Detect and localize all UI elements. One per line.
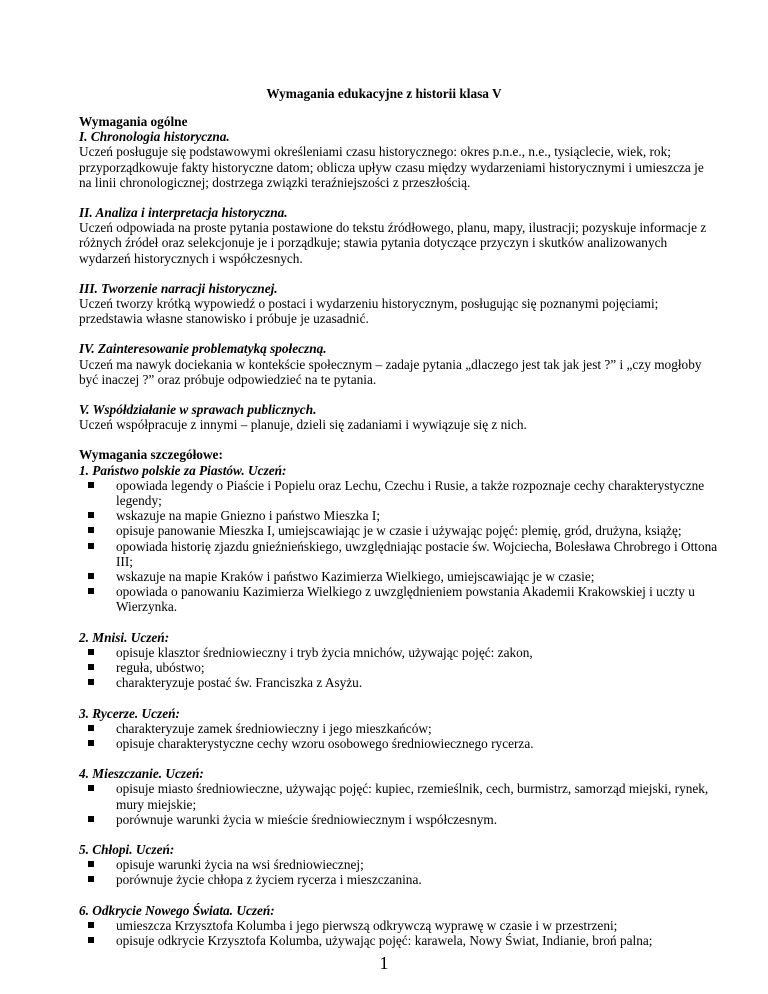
list-item bbox=[79, 645, 719, 660]
topic-section bbox=[79, 842, 719, 888]
bullet-square-icon bbox=[88, 922, 94, 928]
section-heading: II. Analiza i interpretacja historyczna. bbox=[79, 205, 288, 221]
section-heading: I. Chronologia historyczna. bbox=[79, 129, 230, 145]
bullet-square-icon bbox=[88, 512, 94, 518]
topic-list bbox=[79, 857, 719, 887]
list-item bbox=[79, 660, 719, 675]
bullet-square-icon bbox=[88, 649, 94, 655]
list-item-text: opisuje odkrycie Krzysztofa Kolumba, używając pojęć: karawela, Nowy Świat, Indianie, broń palna; bbox=[116, 932, 653, 948]
general-section bbox=[79, 129, 719, 190]
bullet-square-icon bbox=[88, 527, 94, 533]
topic-list bbox=[79, 478, 719, 615]
section-text: Uczeń odpowiada na proste pytania postawione do tekstu źródłowego, planu, mapy, ilustracji; pozyskuje informacje z różnych źródeł oraz selekcjonuje je i porządkuje; stawia pytania dotyczące przyczyn i skutków analizowanych wydarzeń historycznych i współczesnych. bbox=[79, 220, 707, 266]
list-item bbox=[79, 781, 719, 811]
list-item-text: wskazuje na mapie Gniezno i państwo Mieszka I; bbox=[116, 508, 381, 524]
topic-heading: 6. Odkrycie Nowego Świata. Uczeń: bbox=[79, 902, 275, 918]
list-item-text: reguła, ubóstwo; bbox=[116, 660, 205, 676]
page-title: Wymagania edukacyjne z historii klasa V bbox=[266, 86, 502, 101]
general-section bbox=[79, 205, 719, 266]
section-heading: III. Tworzenie narracji historycznej. bbox=[79, 280, 278, 296]
list-item-text: opisuje charakterystyczne cechy wzoru osobowego średniowiecznego rycerza. bbox=[116, 735, 534, 751]
section-heading: V. Współdziałanie w sprawach publicznych. bbox=[79, 402, 317, 418]
document-body bbox=[79, 114, 719, 948]
section-text: Uczeń posługuje się podstawowymi określeniami czasu historycznego: okres p.n.e., n.e., tysiąclecie, wiek, rok; przyporządkowuje fakty historyczne datom; oblicza upływ czasu między wydarzeniami historycznymi i umieszcza je na linii chronologicznej; dostrzega związki teraźniejszości z przeszłością. bbox=[79, 144, 704, 190]
topic-heading: 5. Chłopi. Uczeń: bbox=[79, 841, 175, 857]
list-item bbox=[79, 569, 719, 584]
bullet-square-icon bbox=[88, 543, 94, 549]
section-text: Uczeń współpracuje z innymi – planuje, dzieli się zadaniami i wywiązuje się z nich. bbox=[79, 417, 527, 433]
topic-list bbox=[79, 918, 719, 948]
list-item bbox=[79, 933, 719, 948]
list-item-text: porównuje życie chłopa z życiem rycerza i mieszczanina. bbox=[116, 872, 422, 888]
list-item-text: charakteryzuje postać św. Franciszka z Asyżu. bbox=[116, 675, 363, 691]
topic-heading: 1. Państwo polskie za Piastów. Uczeń: bbox=[79, 462, 287, 478]
list-item-text: opisuje warunki życia na wsi średniowiecznej; bbox=[116, 857, 364, 873]
topic-section bbox=[79, 630, 719, 691]
topic-heading: 4. Mieszczanie. Uczeń: bbox=[79, 766, 204, 782]
bullet-square-icon bbox=[88, 679, 94, 685]
list-item bbox=[79, 478, 719, 508]
topic-heading: 2. Mnisi. Uczeń: bbox=[79, 629, 170, 645]
list-item bbox=[79, 857, 719, 872]
topic-section bbox=[79, 463, 719, 615]
bullet-square-icon bbox=[88, 664, 94, 670]
bullet-square-icon bbox=[88, 725, 94, 731]
list-item-text: porównuje warunki życia w mieście średniowiecznym i współczesnym. bbox=[116, 811, 498, 827]
bullet-square-icon bbox=[88, 816, 94, 822]
topic-heading: 3. Rycerze. Uczeń: bbox=[79, 705, 180, 721]
list-item bbox=[79, 539, 719, 569]
list-item bbox=[79, 812, 719, 827]
bullet-square-icon bbox=[88, 588, 94, 594]
topic-list bbox=[79, 645, 719, 691]
bullet-square-icon bbox=[88, 876, 94, 882]
general-section bbox=[79, 402, 719, 432]
bullet-square-icon bbox=[88, 573, 94, 579]
list-item bbox=[79, 736, 719, 751]
list-item bbox=[79, 584, 719, 614]
list-item-text: charakteryzuje zamek średniowieczny i jego mieszkańców; bbox=[116, 720, 432, 736]
list-item-text: opowiada historię zjazdu gnieźnieńskiego, uwzględniając postacie św. Wojciecha, Bolesława Chrobrego i Ottona III; bbox=[116, 538, 718, 569]
list-item bbox=[79, 721, 719, 736]
bullet-square-icon bbox=[88, 740, 94, 746]
section-text: Uczeń ma nawyk dociekania w kontekście społecznym – zadaje pytania „dlaczego jest tak jak jest ?” i „czy mogłoby być inaczej ?” oraz próbuje odpowiedzieć na te pytania. bbox=[79, 356, 702, 387]
bullet-square-icon bbox=[88, 937, 94, 943]
topic-section bbox=[79, 766, 719, 827]
topic-list bbox=[79, 781, 719, 827]
bullet-square-icon bbox=[88, 482, 94, 488]
topic-list bbox=[79, 721, 719, 751]
list-item-text: opowiada o panowaniu Kazimierza Wielkiego z uwzględnieniem powstania Akademii Krakowskiej i uczty u Wierzynka. bbox=[116, 584, 695, 615]
list-item-text: opowiada legendy o Piaście i Popielu oraz Lechu, Czechu i Rusie, a także rozpoznaje cechy charakterystyczne legendy; bbox=[116, 477, 705, 509]
list-item-text: wskazuje na mapie Kraków i państwo Kazimierza Wielkiego, umiejscawiając je w czasie; bbox=[116, 569, 595, 585]
general-section bbox=[79, 341, 719, 387]
list-item bbox=[79, 523, 719, 538]
general-section bbox=[79, 281, 719, 327]
bullet-square-icon bbox=[88, 785, 94, 791]
list-item bbox=[79, 508, 719, 523]
list-item-text: opisuje panowanie Mieszka I, umiejscawiając je w czasie i używając pojęć: plemię, gród, drużyna, książę; bbox=[116, 523, 682, 539]
list-item bbox=[79, 675, 719, 690]
topic-section bbox=[79, 706, 719, 752]
section-text: Uczeń tworzy krótką wypowiedź o postaci i wydarzeniu historycznym, posługując się poznanymi pojęciami; przedstawia własne stanowisko i próbuje je uzasadnić. bbox=[79, 296, 659, 327]
list-item bbox=[79, 918, 719, 933]
list-item-text: umieszcza Krzysztofa Kolumba i jego pierwszą odkrywczą wyprawę w czasie i w przestrzeni; bbox=[116, 917, 618, 933]
page-number: 1 bbox=[379, 953, 389, 973]
list-item-text: opisuje miasto średniowieczne, używając pojęć: kupiec, rzemieślnik, cech, burmistrz, samorząd miejski, rynek, mury miejskie; bbox=[116, 781, 709, 812]
bullet-square-icon bbox=[88, 861, 94, 867]
list-item-text: opisuje klasztor średniowieczny i tryb życia mnichów, używając pojęć: zakon, bbox=[116, 644, 533, 660]
list-item bbox=[79, 872, 719, 887]
section-heading: IV. Zainteresowanie problematyką społeczną. bbox=[79, 341, 327, 357]
detailed-requirements-heading: Wymagania szczegółowe: bbox=[79, 447, 223, 463]
topic-section bbox=[79, 903, 719, 949]
general-requirements-heading: Wymagania ogólne bbox=[79, 114, 188, 129]
